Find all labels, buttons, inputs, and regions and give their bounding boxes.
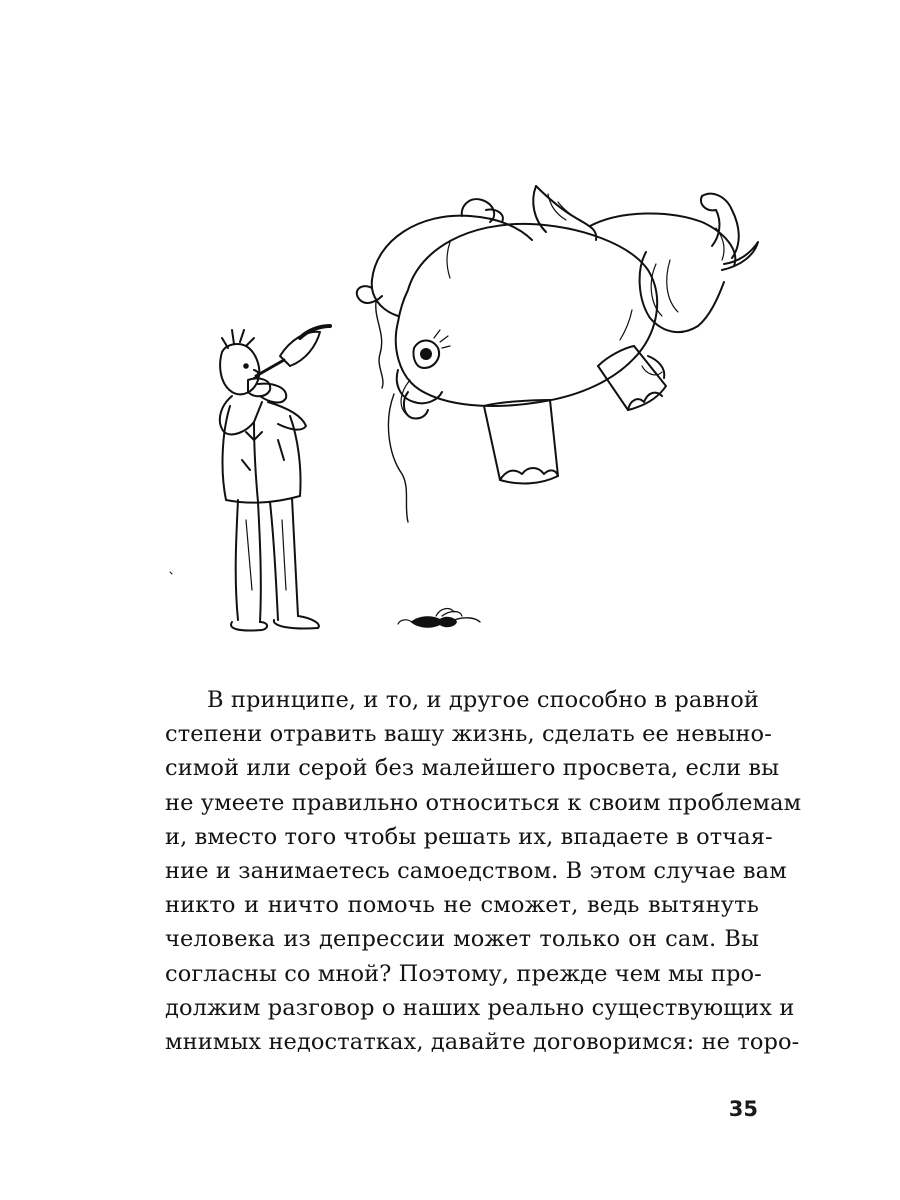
text-line: ние и занимаетесь самоедством. В этом случае вам [165, 857, 787, 884]
illustration-man-and-elephant-balloon [150, 170, 770, 650]
body-paragraph [165, 683, 802, 1059]
text-line: мнимых недостатках, давайте договоримся: не торо- [165, 1028, 800, 1055]
text-line: симой или серой без малейшего просвета, если вы [165, 755, 780, 782]
text-line: В принципе, и то, и другое способно в равной [207, 687, 759, 713]
man-figure [170, 326, 330, 631]
text-line: человека из депрессии может только он сам. Вы [165, 926, 759, 953]
text-line: и, вместо того чтобы решать их, впадаете в отчая- [165, 823, 773, 850]
text-line: степени отравить вашу жизнь, сделать ее невыно- [165, 721, 772, 748]
text-line: должим разговор о наших реально существующих и [165, 994, 795, 1021]
text-line: не умеете правильно относиться к своим проблемам [165, 789, 802, 816]
fly-icon [398, 609, 480, 627]
text-line: согласны со мной? Поэтому, прежде чем мы про- [165, 960, 762, 987]
elephant-balloon [357, 186, 758, 522]
text-line: никто и ничто помочь не сможет, ведь вытянуть [165, 892, 759, 919]
page-number: 35 [728, 1097, 758, 1121]
